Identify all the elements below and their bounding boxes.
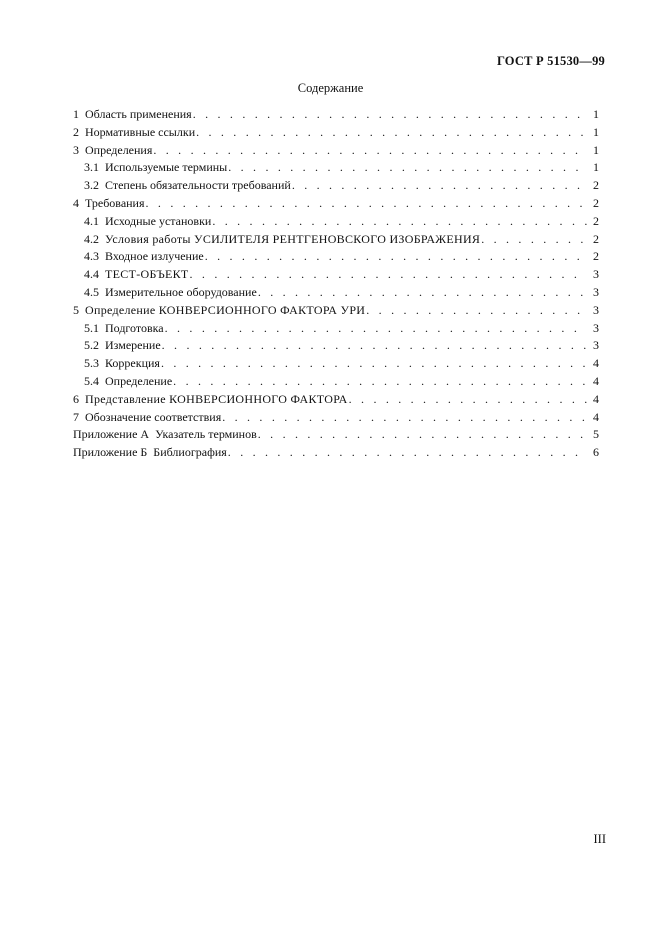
toc-entry[interactable] bbox=[73, 213, 599, 231]
toc-entry-page: 2 bbox=[593, 249, 599, 264]
toc-leader-dots bbox=[146, 195, 587, 213]
toc-entry[interactable] bbox=[73, 106, 599, 124]
toc-entry-title: Измерение bbox=[105, 338, 161, 353]
toc-entry[interactable] bbox=[73, 302, 599, 320]
toc-entry-page: 2 bbox=[593, 178, 599, 193]
toc-entry[interactable] bbox=[73, 391, 599, 409]
toc-entry-number: 5 bbox=[73, 302, 79, 317]
toc-entry[interactable] bbox=[73, 124, 599, 142]
toc-entry[interactable] bbox=[73, 231, 599, 249]
toc-entry-title: Определение КОНВЕРСИОННОГО ФАКТОРА УРИ bbox=[85, 302, 366, 317]
toc-leader-dots bbox=[205, 248, 587, 266]
toc-entry-page: 1 bbox=[593, 124, 599, 139]
toc-entry-page: 2 bbox=[593, 231, 599, 246]
toc-entry-title: Измерительное оборудование bbox=[105, 284, 257, 299]
toc-entry-title: Входное излучение bbox=[105, 249, 204, 264]
toc-leader-dots bbox=[190, 266, 587, 284]
toc-entry-page: 5 bbox=[593, 427, 599, 442]
table-of-contents bbox=[73, 106, 599, 462]
toc-entry-number: 4.5 bbox=[84, 284, 99, 299]
toc-leader-dots bbox=[165, 320, 587, 338]
toc-entry-page: 3 bbox=[593, 320, 599, 335]
toc-entry[interactable] bbox=[73, 248, 599, 266]
toc-entry-number: 4.2 bbox=[84, 231, 99, 246]
page-number: III bbox=[593, 832, 606, 846]
toc-leader-dots bbox=[162, 337, 587, 355]
toc-leader-dots bbox=[228, 444, 587, 462]
toc-leader-dots bbox=[366, 302, 587, 320]
toc-entry[interactable] bbox=[73, 159, 599, 177]
toc-entry[interactable] bbox=[73, 284, 599, 302]
toc-entry[interactable] bbox=[73, 426, 599, 444]
toc-entry[interactable] bbox=[73, 195, 599, 213]
toc-entry-page: 2 bbox=[593, 213, 599, 228]
toc-entry[interactable] bbox=[73, 177, 599, 195]
toc-entry[interactable] bbox=[73, 266, 599, 284]
toc-entry-page: 4 bbox=[593, 391, 599, 406]
toc-entry-title: Требования bbox=[85, 195, 145, 210]
toc-leader-dots bbox=[193, 106, 587, 124]
toc-entry-number: Приложение Б bbox=[73, 445, 148, 460]
toc-entry-page: 3 bbox=[593, 338, 599, 353]
toc-entry-page: 1 bbox=[593, 160, 599, 175]
toc-entry-page: 4 bbox=[593, 373, 599, 388]
toc-entry-number: 1 bbox=[73, 107, 79, 121]
toc-leader-dots bbox=[228, 159, 587, 177]
toc-entry-title: Библиография bbox=[153, 445, 227, 460]
toc-entry-number: 4.4 bbox=[84, 267, 99, 282]
toc-leader-dots bbox=[258, 284, 587, 302]
toc-entry[interactable] bbox=[73, 373, 599, 391]
toc-entry[interactable] bbox=[73, 142, 599, 160]
toc-entry[interactable] bbox=[73, 320, 599, 338]
toc-entry-number: 2 bbox=[73, 124, 79, 139]
toc-entry-number: 4.1 bbox=[84, 213, 99, 228]
toc-entry-page: 4 bbox=[593, 356, 599, 371]
toc-entry[interactable] bbox=[73, 355, 599, 373]
toc-entry-number: 7 bbox=[73, 409, 79, 424]
toc-entry[interactable] bbox=[73, 337, 599, 355]
toc-entry-number: 5.2 bbox=[84, 338, 99, 353]
toc-entry-page: 1 bbox=[593, 107, 599, 121]
toc-entry-title: Условия работы УСИЛИТЕЛЯ РЕНТГЕНОВСКОГО ИЗОБРАЖЕНИЯ bbox=[105, 231, 481, 246]
toc-entry-title: Указатель терминов bbox=[155, 427, 257, 442]
toc-entry-page: 6 bbox=[593, 445, 599, 460]
toc-leader-dots bbox=[161, 355, 587, 373]
toc-entry-title: Нормативные ссылки bbox=[85, 124, 196, 139]
toc-entry-title: Используемые термины bbox=[105, 160, 228, 175]
toc-leader-dots bbox=[481, 231, 587, 249]
toc-entry-number: 6 bbox=[73, 391, 79, 406]
toc-entry-number: 3.2 bbox=[84, 178, 99, 193]
toc-entry-title: Область применения bbox=[85, 107, 192, 121]
document-code: ГОСТ Р 51530—99 bbox=[496, 54, 605, 68]
toc-entry-title: Коррекция bbox=[105, 356, 160, 371]
toc-entry-title: Степень обязательности требований bbox=[105, 178, 291, 193]
toc-leader-dots bbox=[173, 373, 587, 391]
toc-entry-page: 4 bbox=[593, 409, 599, 424]
toc-entry-title: Определение bbox=[105, 373, 173, 388]
toc-entry-title: ТЕСТ-ОБЪЕКТ bbox=[105, 267, 189, 282]
toc-entry-page: 2 bbox=[593, 195, 599, 210]
toc-leader-dots bbox=[292, 177, 587, 195]
toc-entry[interactable] bbox=[73, 409, 599, 427]
toc-entry-number: Приложение А bbox=[73, 427, 150, 442]
toc-entry-title: Определения bbox=[85, 142, 153, 157]
toc-title: Содержание bbox=[297, 81, 364, 95]
toc-entry-title: Подготовка bbox=[105, 320, 164, 335]
toc-entry[interactable] bbox=[73, 444, 599, 462]
toc-entry-number: 4.3 bbox=[84, 249, 99, 264]
toc-entry-title: Обозначение соответствия bbox=[85, 409, 222, 424]
toc-leader-dots bbox=[349, 391, 587, 409]
toc-entry-number: 3 bbox=[73, 142, 79, 157]
toc-leader-dots bbox=[212, 213, 587, 231]
toc-leader-dots bbox=[153, 142, 587, 160]
toc-entry-number: 5.3 bbox=[84, 356, 99, 371]
toc-leader-dots bbox=[196, 124, 587, 142]
toc-entry-page: 3 bbox=[593, 267, 599, 282]
toc-entry-number: 5.1 bbox=[84, 320, 99, 335]
toc-entry-number: 5.4 bbox=[84, 373, 99, 388]
toc-entry-page: 3 bbox=[593, 302, 599, 317]
toc-entry-title: Представление КОНВЕРСИОННОГО ФАКТОРА bbox=[85, 391, 348, 406]
toc-leader-dots bbox=[258, 426, 587, 444]
toc-entry-title: Исходные установки bbox=[105, 213, 212, 228]
toc-entry-page: 3 bbox=[593, 284, 599, 299]
toc-entry-number: 4 bbox=[73, 195, 79, 210]
toc-entry-number: 3.1 bbox=[84, 160, 99, 175]
toc-leader-dots bbox=[222, 409, 587, 427]
toc-entry-page: 1 bbox=[593, 142, 599, 157]
